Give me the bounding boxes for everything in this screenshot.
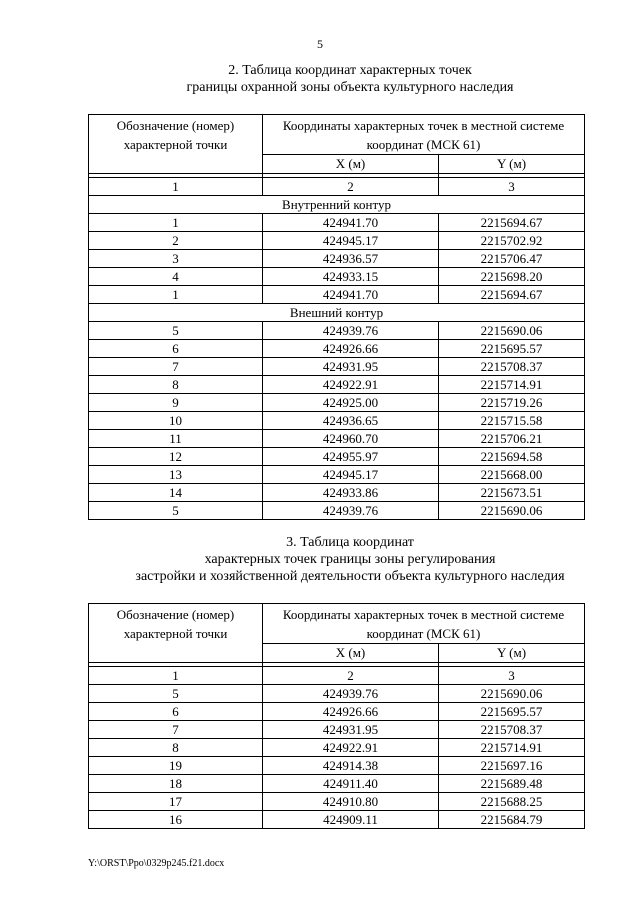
header-coordinates: Координаты характерных точек в местной системе координат (МСК 61) <box>263 604 585 644</box>
file-path-footer: Y:\ORST\Ppo\0329p245.f21.docx <box>88 858 225 869</box>
table1-heading <box>0 62 640 96</box>
coord-y: 2215708.37 <box>439 721 585 739</box>
coord-x: 424931.95 <box>263 358 439 376</box>
section-label: Внутренний контур <box>89 196 585 214</box>
header-y: Y (м) <box>439 644 585 663</box>
table-row <box>89 685 585 703</box>
coord-x: 424911.40 <box>263 775 439 793</box>
table-row <box>89 466 585 484</box>
table-row <box>89 430 585 448</box>
table-row <box>89 484 585 502</box>
column-number-2: 2 <box>263 178 439 196</box>
coord-y: 2215702.92 <box>439 232 585 250</box>
point-number: 14 <box>89 484 263 502</box>
table-row <box>89 340 585 358</box>
table-row <box>89 376 585 394</box>
coord-y: 2215684.79 <box>439 811 585 829</box>
coord-y: 2215690.06 <box>439 685 585 703</box>
coord-y: 2215706.21 <box>439 430 585 448</box>
column-number-3: 3 <box>439 178 585 196</box>
point-number: 16 <box>89 811 263 829</box>
coord-y: 2215714.91 <box>439 376 585 394</box>
table2-coordinates <box>88 603 585 829</box>
table-row <box>89 811 585 829</box>
coord-x: 424914.38 <box>263 757 439 775</box>
table-row <box>89 358 585 376</box>
table-row <box>89 286 585 304</box>
table-row <box>89 412 585 430</box>
coord-x: 424926.66 <box>263 703 439 721</box>
coord-x: 424939.76 <box>263 685 439 703</box>
column-number-2: 2 <box>263 667 439 685</box>
table-row <box>89 793 585 811</box>
point-number: 8 <box>89 739 263 757</box>
header-point-designation: Обозначение (номер) характерной точки <box>89 604 263 663</box>
table1-title-line1: 2. Таблица координат характерных точек <box>228 63 472 78</box>
coord-y: 2215694.67 <box>439 214 585 232</box>
coord-y: 2215695.57 <box>439 340 585 358</box>
table-row <box>89 394 585 412</box>
table2-title-line3: застройки и хозяйственной деятельности объекта культурного наследия <box>135 569 565 584</box>
point-number: 8 <box>89 376 263 394</box>
coord-y: 2215719.26 <box>439 394 585 412</box>
table2-title-line2: характерных точек границы зоны регулирования <box>204 552 496 567</box>
coord-y: 2215694.67 <box>439 286 585 304</box>
coord-y: 2215695.57 <box>439 703 585 721</box>
column-number-1: 1 <box>89 667 263 685</box>
coord-x: 424936.57 <box>263 250 439 268</box>
section-row <box>89 304 585 322</box>
column-number-1: 1 <box>89 178 263 196</box>
point-number: 11 <box>89 430 263 448</box>
table-row <box>89 448 585 466</box>
coord-y: 2215668.00 <box>439 466 585 484</box>
table-row <box>89 322 585 340</box>
coord-x: 424925.00 <box>263 394 439 412</box>
coord-y: 2215689.48 <box>439 775 585 793</box>
table-row <box>89 502 585 520</box>
table-row <box>89 268 585 286</box>
coord-y: 2215698.20 <box>439 268 585 286</box>
table-row <box>89 214 585 232</box>
point-number: 6 <box>89 703 263 721</box>
coord-x: 424922.91 <box>263 739 439 757</box>
coord-x: 424941.70 <box>263 214 439 232</box>
coord-y: 2215673.51 <box>439 484 585 502</box>
point-number: 3 <box>89 250 263 268</box>
page-number: 5 <box>317 37 323 51</box>
point-number: 5 <box>89 322 263 340</box>
point-number: 7 <box>89 358 263 376</box>
coord-y: 2215697.16 <box>439 757 585 775</box>
coord-x: 424909.11 <box>263 811 439 829</box>
header-y: Y (м) <box>439 155 585 174</box>
coord-x: 424926.66 <box>263 340 439 358</box>
coord-x: 424922.91 <box>263 376 439 394</box>
coord-x: 424960.70 <box>263 430 439 448</box>
coord-y: 2215690.06 <box>439 502 585 520</box>
point-number: 10 <box>89 412 263 430</box>
header-x: X (м) <box>263 155 439 174</box>
coord-x: 424936.65 <box>263 412 439 430</box>
table-row <box>89 232 585 250</box>
table-row <box>89 757 585 775</box>
point-number: 1 <box>89 214 263 232</box>
coord-x: 424955.97 <box>263 448 439 466</box>
table-row <box>89 721 585 739</box>
point-number: 19 <box>89 757 263 775</box>
point-number: 17 <box>89 793 263 811</box>
point-number: 4 <box>89 268 263 286</box>
table1-title-line2: границы охранной зоны объекта культурного наследия <box>186 80 514 95</box>
point-number: 13 <box>89 466 263 484</box>
coord-y: 2215694.58 <box>439 448 585 466</box>
coord-x: 424931.95 <box>263 721 439 739</box>
point-number: 5 <box>89 685 263 703</box>
coord-x: 424941.70 <box>263 286 439 304</box>
point-number: 1 <box>89 286 263 304</box>
coord-y: 2215690.06 <box>439 322 585 340</box>
table-row <box>89 775 585 793</box>
point-number: 12 <box>89 448 263 466</box>
point-number: 7 <box>89 721 263 739</box>
coord-x: 424933.15 <box>263 268 439 286</box>
coord-y: 2215706.47 <box>439 250 585 268</box>
coord-x: 424939.76 <box>263 502 439 520</box>
coord-x: 424939.76 <box>263 322 439 340</box>
section-label: Внешний контур <box>89 304 585 322</box>
coord-x: 424945.17 <box>263 232 439 250</box>
coord-x: 424910.80 <box>263 793 439 811</box>
coord-y: 2215688.25 <box>439 793 585 811</box>
coord-x: 424933.86 <box>263 484 439 502</box>
point-number: 18 <box>89 775 263 793</box>
point-number: 6 <box>89 340 263 358</box>
table1-coordinates <box>88 114 585 520</box>
header-x: X (м) <box>263 644 439 663</box>
point-number: 2 <box>89 232 263 250</box>
table-row <box>89 703 585 721</box>
coord-y: 2215715.58 <box>439 412 585 430</box>
point-number: 5 <box>89 502 263 520</box>
point-number: 9 <box>89 394 263 412</box>
coord-x: 424945.17 <box>263 466 439 484</box>
table2-title-line1: 3. Таблица координат <box>286 535 414 550</box>
table-row <box>89 250 585 268</box>
table-row <box>89 739 585 757</box>
column-number-3: 3 <box>439 667 585 685</box>
section-row <box>89 196 585 214</box>
coord-y: 2215714.91 <box>439 739 585 757</box>
table2-heading <box>0 534 640 585</box>
header-coordinates: Координаты характерных точек в местной системе координат (МСК 61) <box>263 115 585 155</box>
coord-y: 2215708.37 <box>439 358 585 376</box>
header-point-designation: Обозначение (номер) характерной точки <box>89 115 263 174</box>
